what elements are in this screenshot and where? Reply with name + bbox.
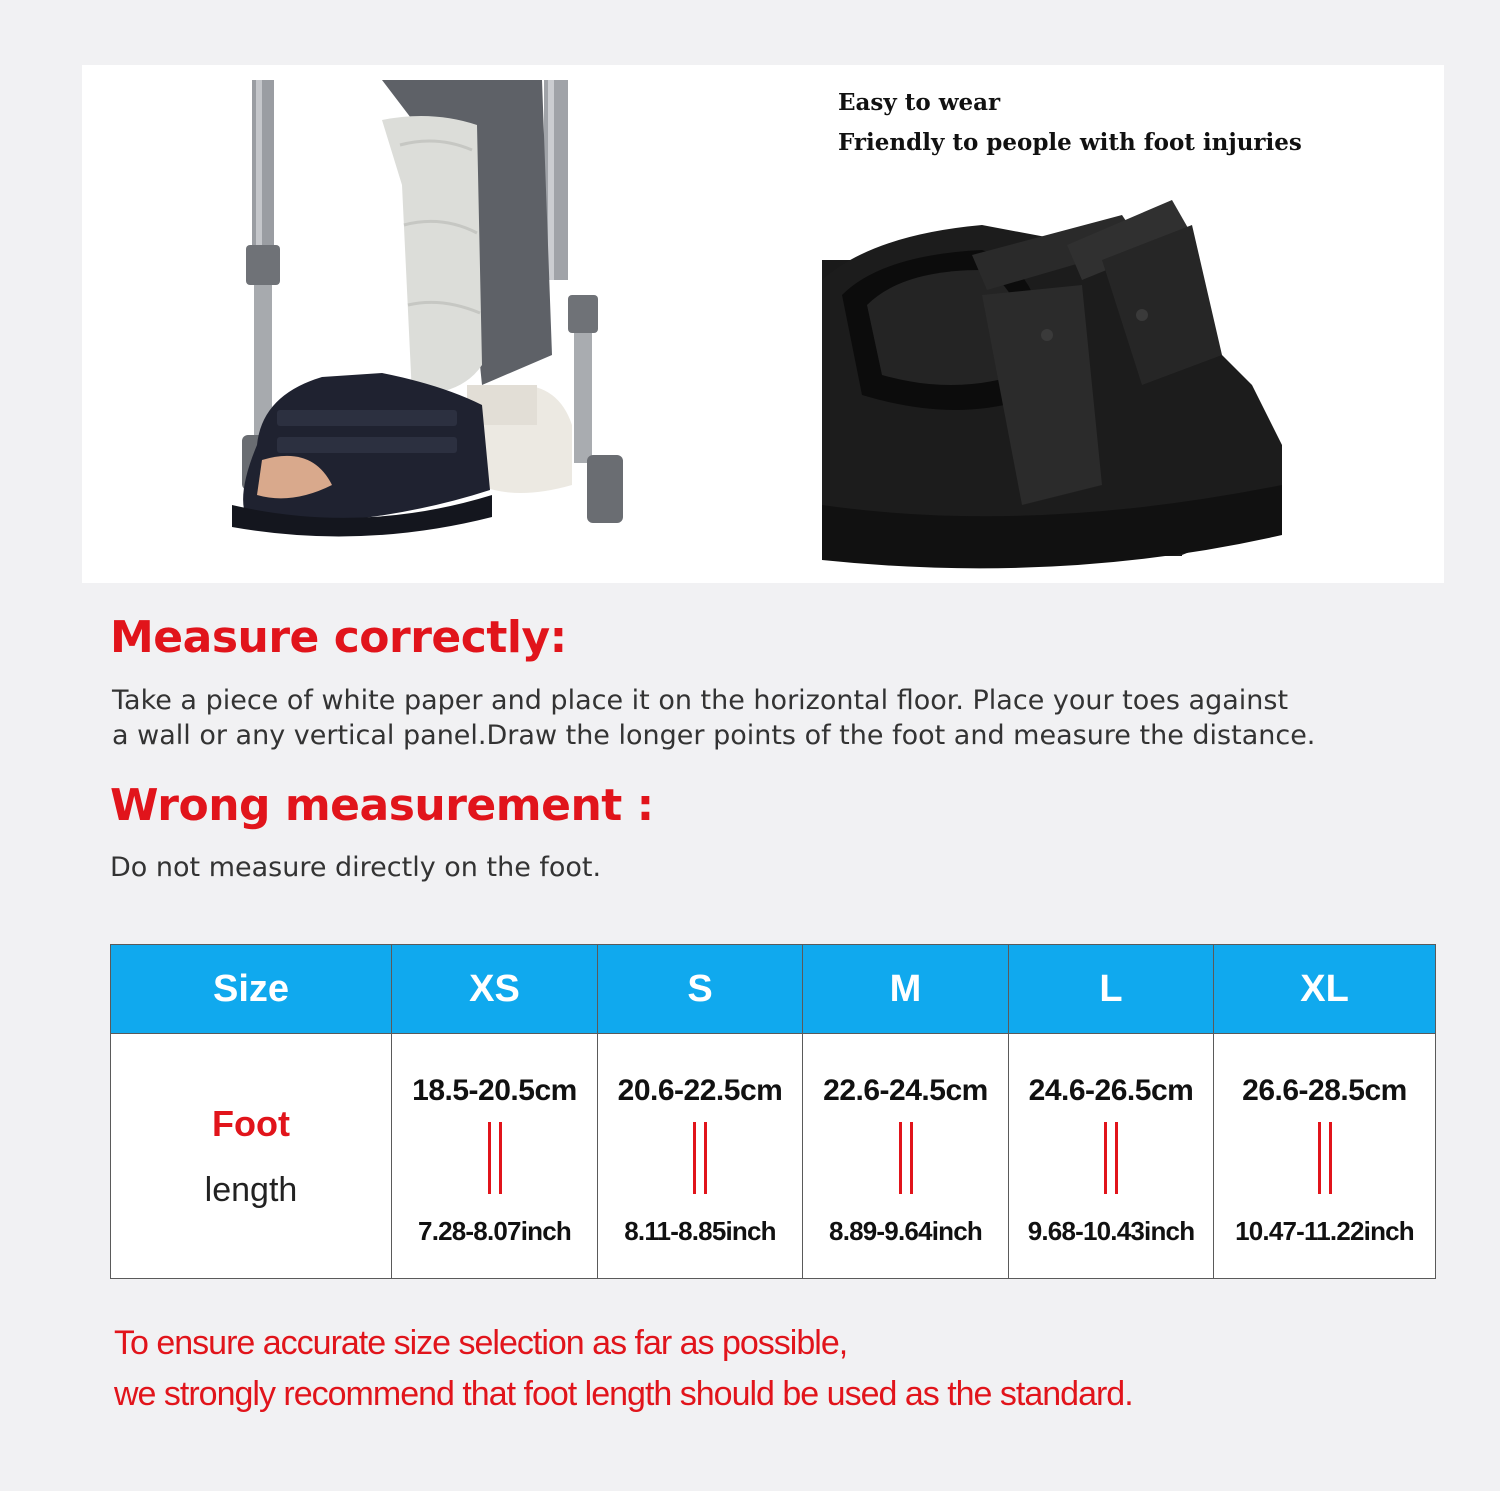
cm-range: 20.6-22.5cm [617,1074,783,1107]
measure-correctly-heading: Measure correctly: [110,612,567,663]
size-header-label: Size [111,945,392,1034]
banner-caption [838,83,1302,163]
cm-range: 18.5-20.5cm [412,1074,577,1107]
equals-divider [899,1122,913,1194]
size-cell-s [598,1034,803,1279]
cm-range: 24.6-26.5cm [1028,1074,1194,1107]
size-cell-m [803,1034,1009,1279]
equals-divider [693,1122,707,1194]
size-recommendation-note [114,1318,1133,1420]
size-cell-xs [392,1034,598,1279]
size-cell-xl [1214,1034,1436,1279]
size-chart-table [110,944,1436,1279]
product-photo-banner [82,65,1444,583]
equals-divider [488,1122,502,1194]
measure-correctly-text [112,683,1432,753]
length-label: length [204,1170,298,1209]
wrong-measurement-text: Do not measure directly on the foot. [110,852,602,883]
note-line-1: To ensure accurate size selection as far as possible, [114,1324,848,1362]
size-header-m: M [803,945,1009,1034]
inch-range: 8.11-8.85inch [624,1216,776,1246]
wrong-measurement-heading: Wrong measurement : [110,780,654,831]
caption-line-2: Friendly to people with foot injuries [838,129,1302,156]
size-header-xl: XL [1214,945,1436,1034]
cm-range: 26.6-28.5cm [1242,1074,1407,1107]
size-header-l: L [1009,945,1214,1034]
foot-label: Foot [212,1102,290,1144]
inch-range: 9.68-10.43inch [1027,1216,1195,1246]
size-header-s: S [598,945,803,1034]
postop-shoe-closeup [822,200,1282,568]
measure-correctly-line-2: a wall or any vertical panel.Draw the longer points of the foot and measure the distance. [112,720,1316,751]
note-line-2: we strongly recommend that foot length should be used as the standard. [114,1375,1133,1413]
plaster-cast [382,116,482,395]
inch-range: 8.89-9.64inch [829,1216,982,1246]
equals-divider [1318,1122,1332,1194]
size-header-row [111,945,1436,1034]
measure-correctly-line-1: Take a piece of white paper and place it on the horizontal floor. Place your toes against [112,685,1289,716]
size-header-xs: XS [392,945,598,1034]
inch-range: 7.28-8.07inch [418,1216,571,1246]
equals-divider [1104,1122,1118,1194]
size-cell-l [1009,1034,1214,1279]
cm-range: 22.6-24.5cm [823,1074,988,1107]
caption-line-1: Easy to wear [838,89,1001,116]
foot-length-row [111,1034,1436,1279]
foot-length-label-cell [111,1034,392,1279]
inch-range: 10.47-11.22inch [1235,1216,1414,1246]
